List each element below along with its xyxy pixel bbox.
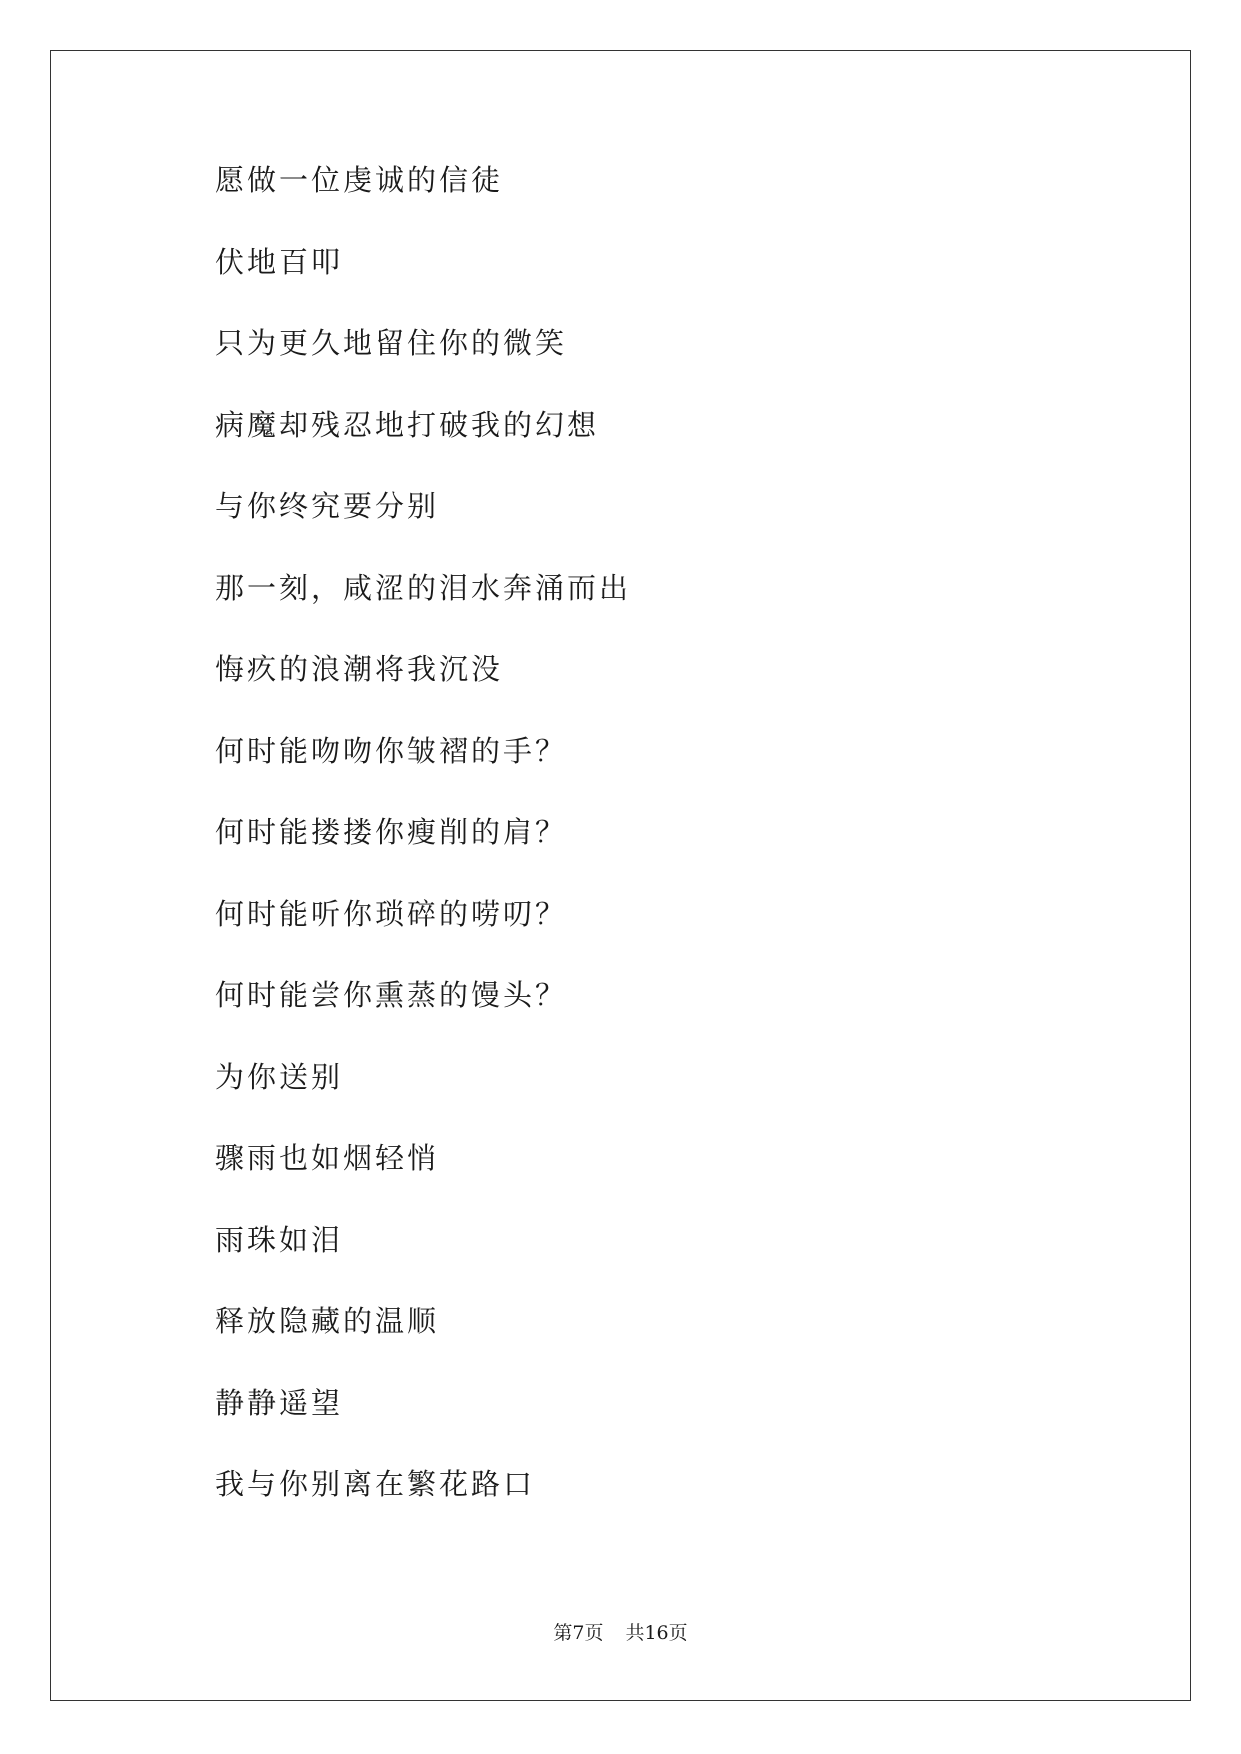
poem-line: 何时能尝你熏蒸的馒头？ — [215, 978, 568, 1012]
poem-line: 那一刻，咸涩的泪水奔涌而出 — [215, 570, 632, 605]
poem-line: 雨珠如泪 — [215, 1222, 344, 1257]
page-footer — [0, 1618, 1241, 1645]
poem-line: 我与你别离在繁花路口 — [215, 1467, 536, 1501]
page-number-current: 第7页 — [553, 1622, 604, 1644]
poem-line: 愿做一位虔诚的信徒 — [215, 163, 504, 197]
poem-line: 何时能听你琐碎的唠叨？ — [215, 896, 568, 931]
poem-line: 悔疚的浪潮将我沉没 — [215, 652, 504, 686]
poem-line: 病魔却残忍地打破我的幻想 — [215, 407, 600, 442]
poem-line: 骤雨也如烟轻悄 — [215, 1141, 440, 1175]
poem-line: 与你终究要分别 — [215, 489, 440, 523]
poem-line: 何时能搂搂你瘦削的肩？ — [215, 815, 568, 849]
poem-line: 只为更久地留住你的微笑 — [215, 326, 568, 360]
poem-line: 何时能吻吻你皱褶的手？ — [215, 733, 568, 768]
page-number-total: 共16页 — [625, 1622, 688, 1644]
poem-line: 为你送别 — [215, 1059, 344, 1094]
poem-line: 静静遥望 — [215, 1385, 344, 1420]
poem-line: 释放隐藏的温顺 — [215, 1304, 440, 1338]
poem-line: 伏地百叩 — [215, 244, 344, 279]
poem-body — [215, 160, 631, 1546]
